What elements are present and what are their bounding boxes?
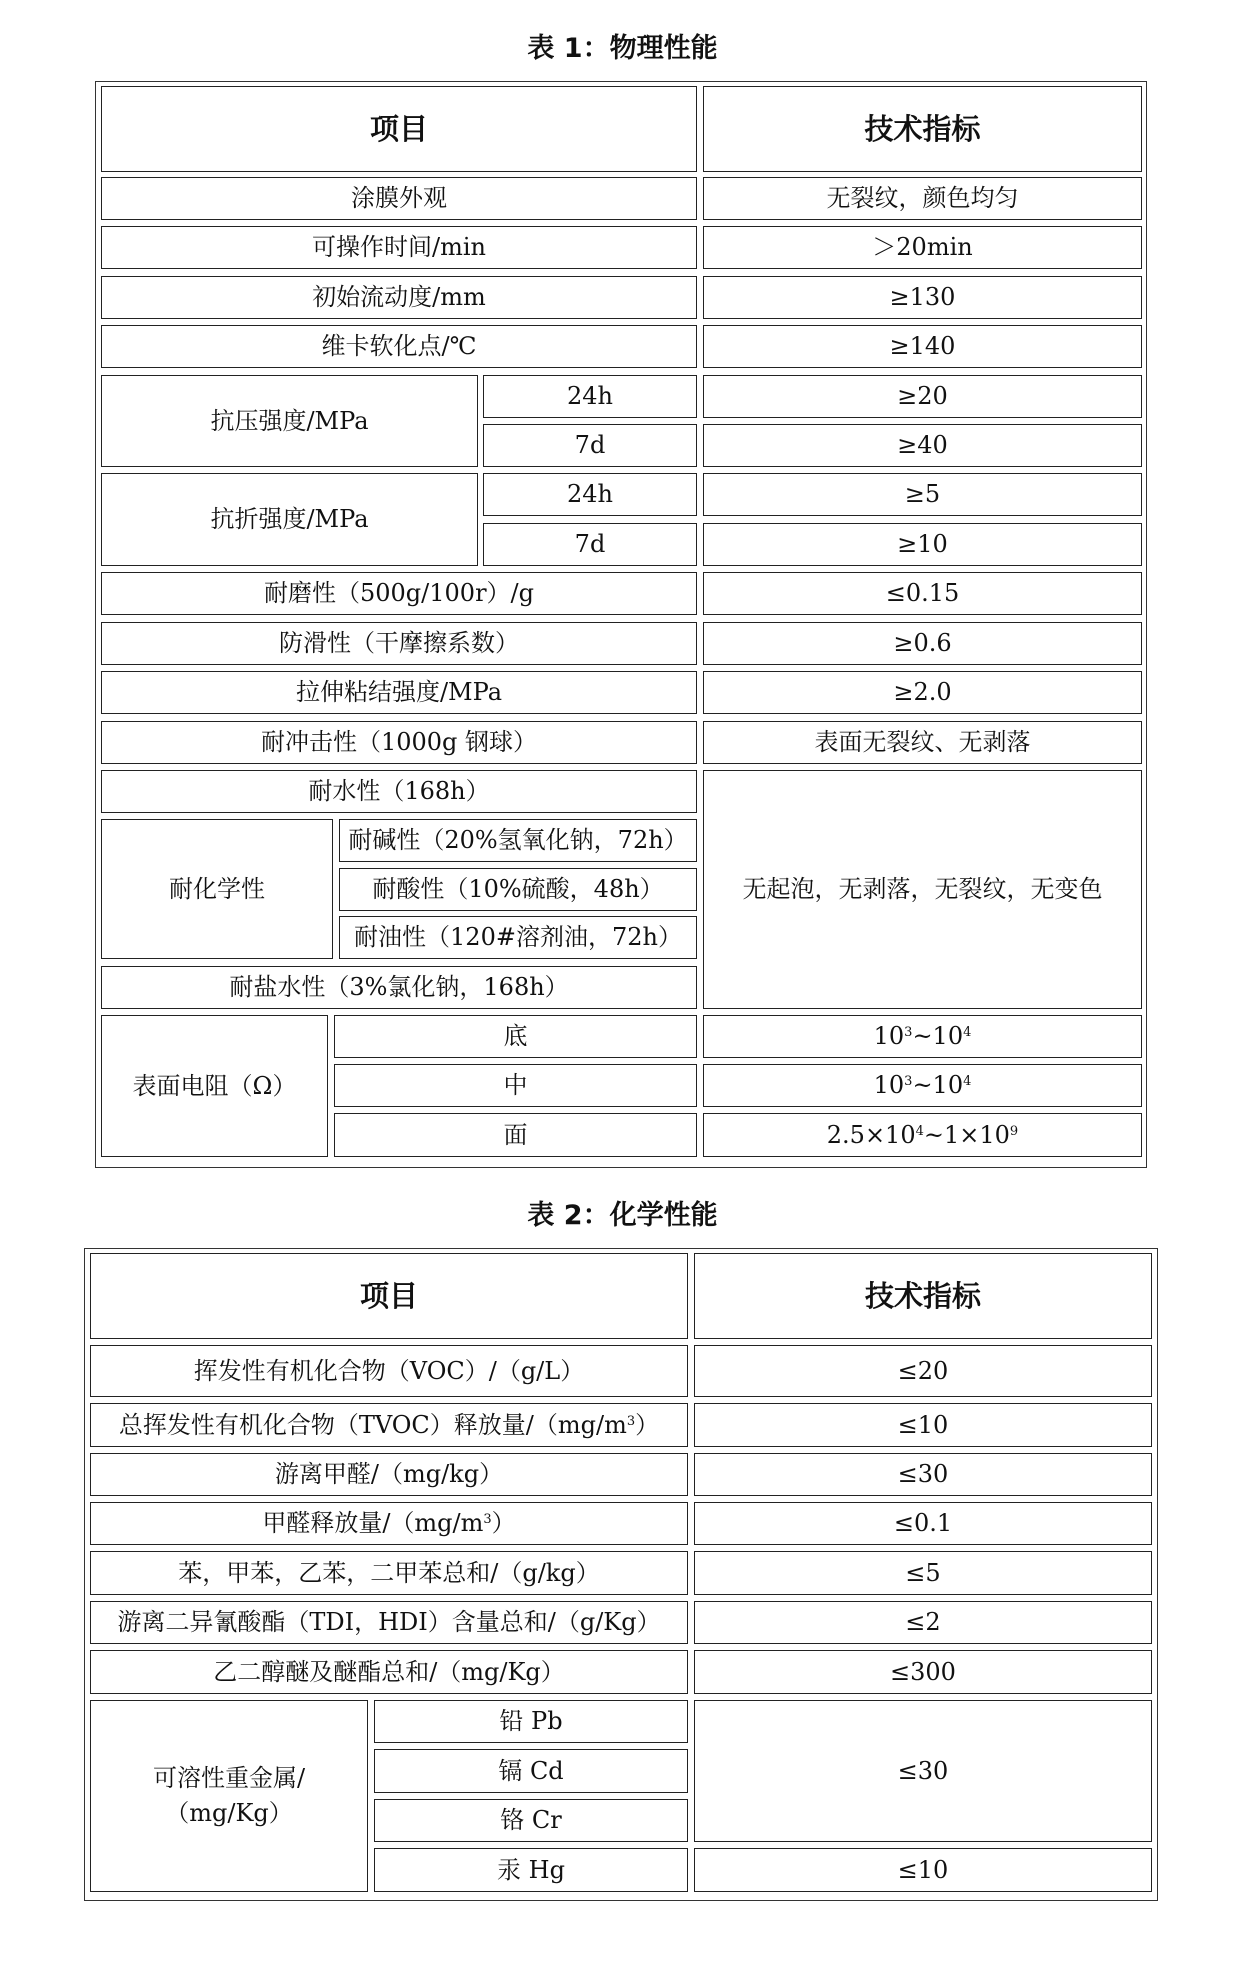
row-working-time-item: 可操作时间/min xyxy=(101,226,697,269)
tvoc-item-exp: 3 xyxy=(626,1413,636,1429)
row-surface-middle-spec xyxy=(703,1064,1142,1107)
surface-middle-exp1: 3 xyxy=(904,1074,913,1090)
row-compressive-spec1: ≥20 xyxy=(703,375,1142,418)
row-surface-top-spec xyxy=(703,1113,1142,1157)
row-vicat-item: 维卡软化点/℃ xyxy=(101,325,697,368)
row-heavy-pb: 铅 Pb xyxy=(374,1700,688,1743)
formaldehyde-release-exp: 3 xyxy=(483,1512,492,1528)
formaldehyde-release-pre: 甲醛释放量/（mg/m xyxy=(262,1509,484,1538)
row-chemical-alkali: 耐碱性（20%氢氧化钠，72h） xyxy=(339,819,697,862)
row-impact-spec: 表面无裂纹、无剥落 xyxy=(703,721,1142,764)
formaldehyde-release-post: ） xyxy=(491,1509,516,1538)
row-chemical-oil: 耐油性（120#溶剂油，72h） xyxy=(339,916,697,959)
row-flexural-item: 抗折强度/MPa xyxy=(101,473,478,566)
row-tvoc-spec: ≤10 xyxy=(694,1403,1152,1447)
row-surface-bottom-label: 底 xyxy=(334,1015,697,1058)
row-heavy-hg-spec: ≤10 xyxy=(694,1848,1152,1892)
surface-top-pre: 2.5×10 xyxy=(826,1120,916,1149)
row-chemical-item: 耐化学性 xyxy=(101,819,333,959)
row-resistance-spec: 无起泡，无剥落，无裂纹，无变色 xyxy=(703,770,1142,1009)
table2-header-spec: 技术指标 xyxy=(694,1253,1152,1339)
row-chemical-acid: 耐酸性（10%硫酸，48h） xyxy=(339,868,697,911)
row-formaldehyde-release-item xyxy=(90,1502,688,1545)
surface-middle-exp2: 4 xyxy=(963,1074,972,1090)
tvoc-item-post: ） xyxy=(635,1410,660,1439)
row-surface-resistance-item: 表面电阻（Ω） xyxy=(101,1015,328,1157)
row-tdi-spec: ≤2 xyxy=(694,1601,1152,1644)
row-bond-spec: ≥2.0 xyxy=(703,671,1142,714)
row-glycol-spec: ≤300 xyxy=(694,1650,1152,1694)
row-formaldehyde-spec: ≤30 xyxy=(694,1453,1152,1496)
row-salt-item: 耐盐水性（3%氯化钠，168h） xyxy=(101,966,697,1009)
table1-header-item: 项目 xyxy=(101,86,697,172)
row-antislip-item: 防滑性（干摩擦系数） xyxy=(101,622,697,665)
surface-middle-base: 10 xyxy=(873,1071,905,1100)
row-impact-item: 耐冲击性（1000g 钢球） xyxy=(101,721,697,764)
row-surface-bottom-spec xyxy=(703,1015,1142,1058)
heavy-metals-line1: 可溶性重金属/ xyxy=(152,1764,306,1793)
row-formaldehyde-item: 游离甲醛/（mg/kg） xyxy=(90,1453,688,1496)
tvoc-item-pre: 总挥发性有机化合物（TVOC）释放量/（mg/m xyxy=(118,1410,627,1439)
surface-bottom-base: 10 xyxy=(873,1022,905,1051)
row-heavy-hg: 汞 Hg xyxy=(374,1848,688,1892)
row-compressive-sub2: 7d xyxy=(483,424,697,467)
row-heavy-cd: 镉 Cd xyxy=(374,1749,688,1793)
surface-top-sep: ~1×10 xyxy=(923,1120,1010,1149)
row-appearance-spec: 无裂纹，颜色均匀 xyxy=(703,177,1142,220)
surface-middle-sep: ~10 xyxy=(912,1071,964,1100)
row-heavy-metals-item xyxy=(90,1700,368,1892)
row-benzene-item: 苯，甲苯，乙苯，二甲苯总和/（g/kg） xyxy=(90,1551,688,1595)
table1-caption: 表 1：物理性能 xyxy=(527,33,718,64)
row-fluidity-spec: ≥130 xyxy=(703,276,1142,319)
row-bond-item: 拉伸粘结强度/MPa xyxy=(101,671,697,714)
row-abrasion-item: 耐磨性（500g/100r）/g xyxy=(101,572,697,615)
row-vicat-spec: ≥140 xyxy=(703,325,1142,368)
table2-caption: 表 2：化学性能 xyxy=(527,1200,718,1231)
row-flexural-spec1: ≥5 xyxy=(703,473,1142,516)
row-formaldehyde-release-spec: ≤0.1 xyxy=(694,1502,1152,1545)
row-glycol-item: 乙二醇醚及醚酯总和/（mg/Kg） xyxy=(90,1650,688,1694)
row-flexural-sub1: 24h xyxy=(483,473,697,516)
row-heavy-group-spec: ≤30 xyxy=(694,1700,1152,1842)
row-water-item: 耐水性（168h） xyxy=(101,770,697,813)
row-surface-middle-label: 中 xyxy=(334,1064,697,1107)
heavy-metals-line2: （mg/Kg） xyxy=(165,1799,293,1827)
row-compressive-spec2: ≥40 xyxy=(703,424,1142,467)
surface-bottom-sep: ~10 xyxy=(912,1022,964,1051)
row-tdi-item: 游离二异氰酸酯（TDI，HDI）含量总和/（g/Kg） xyxy=(90,1601,688,1644)
row-benzene-spec: ≤5 xyxy=(694,1551,1152,1595)
row-antislip-spec: ≥0.6 xyxy=(703,622,1142,665)
surface-top-exp1: 4 xyxy=(915,1123,924,1139)
row-voc-item: 挥发性有机化合物（VOC）/（g/L） xyxy=(90,1345,688,1397)
row-surface-top-label: 面 xyxy=(334,1113,697,1157)
surface-top-exp2: 9 xyxy=(1009,1123,1019,1139)
row-appearance-item: 涂膜外观 xyxy=(101,177,697,220)
table2-header-item: 项目 xyxy=(90,1253,688,1339)
row-compressive-item: 抗压强度/MPa xyxy=(101,375,478,467)
row-flexural-spec2: ≥10 xyxy=(703,523,1142,566)
row-voc-spec: ≤20 xyxy=(694,1345,1152,1397)
table1-header-spec: 技术指标 xyxy=(703,86,1142,172)
row-flexural-sub2: 7d xyxy=(483,523,697,566)
row-heavy-cr: 铬 Cr xyxy=(374,1799,688,1842)
row-fluidity-item: 初始流动度/mm xyxy=(101,276,697,319)
row-working-time-spec: ＞20min xyxy=(703,226,1142,269)
row-tvoc-item xyxy=(90,1403,688,1447)
row-compressive-sub1: 24h xyxy=(483,375,697,418)
surface-bottom-exp2: 4 xyxy=(963,1025,972,1041)
surface-bottom-exp1: 3 xyxy=(904,1025,913,1041)
row-abrasion-spec: ≤0.15 xyxy=(703,572,1142,615)
